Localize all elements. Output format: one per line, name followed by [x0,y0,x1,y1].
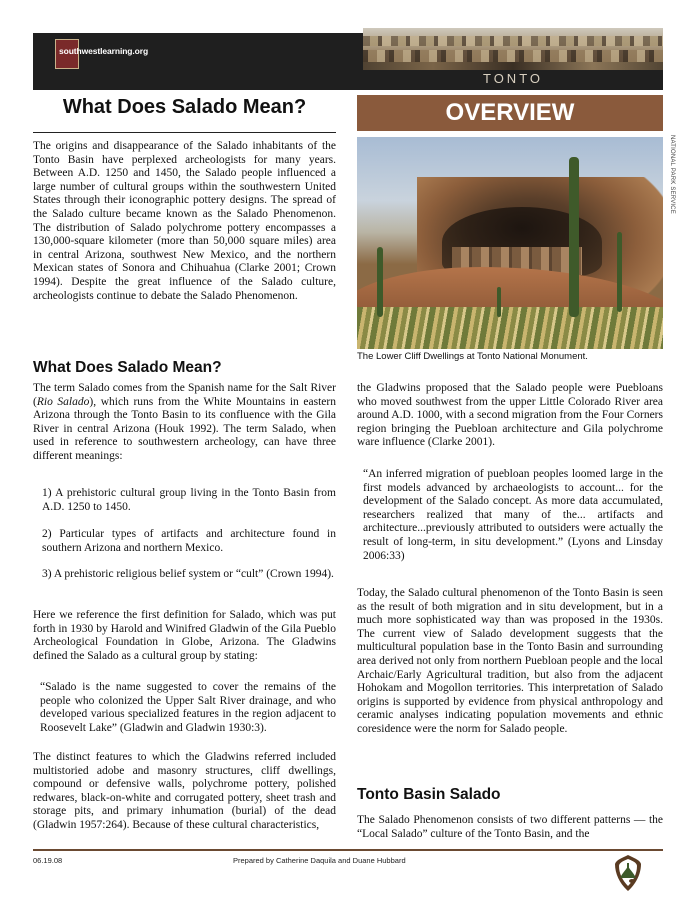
photo-credit [667,137,677,257]
term-text: The term Salado comes from the Spanish name for the Salt River ( [33,382,336,408]
term-text: ), which runs from the White Mountains in eastern Arizona through the Tonto Basin to its confluence with the Gila River in central Arizona (Houk 1992). The term Salado, when used in reference to southwestern archeology, can have three different meanings: [33,395,336,462]
header-photo-layer [363,50,663,62]
features-paragraph: The distinct features to which the Gladwins referred included multistoried adobe and masonry structures, cliff dwellings, compound or defensive walls, polychrome pottery, polished redwares, black-on-white and corrugated pottery, sheet trash and storage pits, and primary inhumation (burial) of the dead (Gladwin 1957:264). Because of these cultural characteristics, [33,751,336,831]
intro-paragraph: The origins and disappearance of the Salado inhabitants of the Tonto Basin have perplexed archeologists for many years. Between A.D. 1250 and 1450, the Salado people influenced a large number of cultural groups within the southwestern United States through their iconographic pottery designs. The spread of the Salado culture became known as the Salado Phenomenon. The distribution of Salado polychrome pottery encompasses a 130,000-square kilometer (more than 50,000 square miles) area in central Arizona, southwest New Mexico, and the northern Mexican states of Sonora and Chihuahua (Clarke 2001; Crown 1994). Despite the great influence of the Salado culture, archeologists continue to debate the Salado Phenomenon. [33,140,336,302]
term-paragraph [33,382,336,464]
cliff-dwellings-photo [357,137,663,349]
meaning-item: 3) A prehistoric religious belief system or “cult” (Crown 1994). [42,568,334,580]
site-logo-text[interactable]: southwestlearning.org [59,46,149,56]
saguaro-cactus [497,287,501,317]
today-paragraph: Today, the Salado cultural phenomenon of the Tonto Basin is seen as the result of both migration and in situ development, but in a much more sophisticated way than was proposed in the 1930s. The current view of Salado development suggests that the multicultural population base in the Tonto Basin and surrounding area derived not only from northern Puebloan people and the local Archaic/Early Agricultural tradition, but also from the adjacent Hohokam and Mogollon territories. This interpretation of Salado origins is supported by evidence from physical anthropology and ceramic analyses indicating population movements and ethnic coresidence were the norm for Salado people. [357,587,663,735]
gladwin-paragraph: Here we reference the first definition for Salado, which was put forth in 1930 by Harold and Winifred Gladwin of the Gila Pueblo Archeological Foundation in Globe, Arizona. The Gladwins defined the Salado as a cultural group by stating: [33,609,336,662]
section-heading-salado-mean: What Does Salado Mean? [33,359,222,376]
phenomenon-paragraph: The Salado Phenomenon consists of two different patterns — the “Local Salado” culture of the Tonto Basin, and the [357,814,663,840]
photo-credit-text: NATIONAL PARK SERVICE [669,135,675,214]
nps-arrowhead-icon [614,854,642,892]
rio-salado-italic: Rio Salado [36,395,90,408]
section-heading-tonto-basin: Tonto Basin Salado [357,786,501,803]
header-photo-layer [363,36,663,46]
park-name: TONTO [482,71,544,86]
gladwin-quote: “Salado is the name suggested to cover the remains of the people who colonized the Upper Salt River drainage, and who developed various specialized features in the region adjacent to Roosevelt Lake” (Gladwin and Gladwin 1930:3). [40,681,336,734]
footer-date: 06.19.08 [33,856,63,865]
photo-caption: The Lower Cliff Dwellings at Tonto National Monument. [357,351,588,362]
header-photo-strip [363,28,663,70]
header-photo-layer [363,62,663,70]
saguaro-cactus [377,247,383,317]
saguaro-cactus [617,232,622,312]
footer-credits: Prepared by Catherine Daquila and Duane Hubbard [233,856,406,865]
meaning-item: 1) A prehistoric cultural group living in the Tonto Basin from A.D. 1250 to 1450. [42,487,336,513]
footer-divider [33,849,663,851]
page-title: What Does Salado Mean? [62,96,307,118]
saguaro-cactus [569,157,579,317]
overview-banner: OVERVIEW [357,95,663,131]
photo-ground [357,307,663,349]
meaning-item: 2) Particular types of artifacts and architecture found in southern Arizona and northern Mexico. [42,528,336,554]
title-divider [33,132,336,133]
lyons-quote: “An inferred migration of puebloan peoples loomed large in the first models advanced by archaeologists to account... for the development of the Salado concept. As more data accumulated, researchers realized that many of the... artifacts and architecture...previously attributed to outsiders were actually the result of long-term, in situ development.” (Lyons and Linsday 2006:33) [363,468,663,562]
migration-paragraph: the Gladwins proposed that the Salado people were Puebloans who moved southwest from the upper Little Colorado River area around A.D. 1000, with a second migration from the Four Corners region bringing the Puebloan architecture and Gila polychrome ware influence (Clarke 2001). [357,382,663,449]
